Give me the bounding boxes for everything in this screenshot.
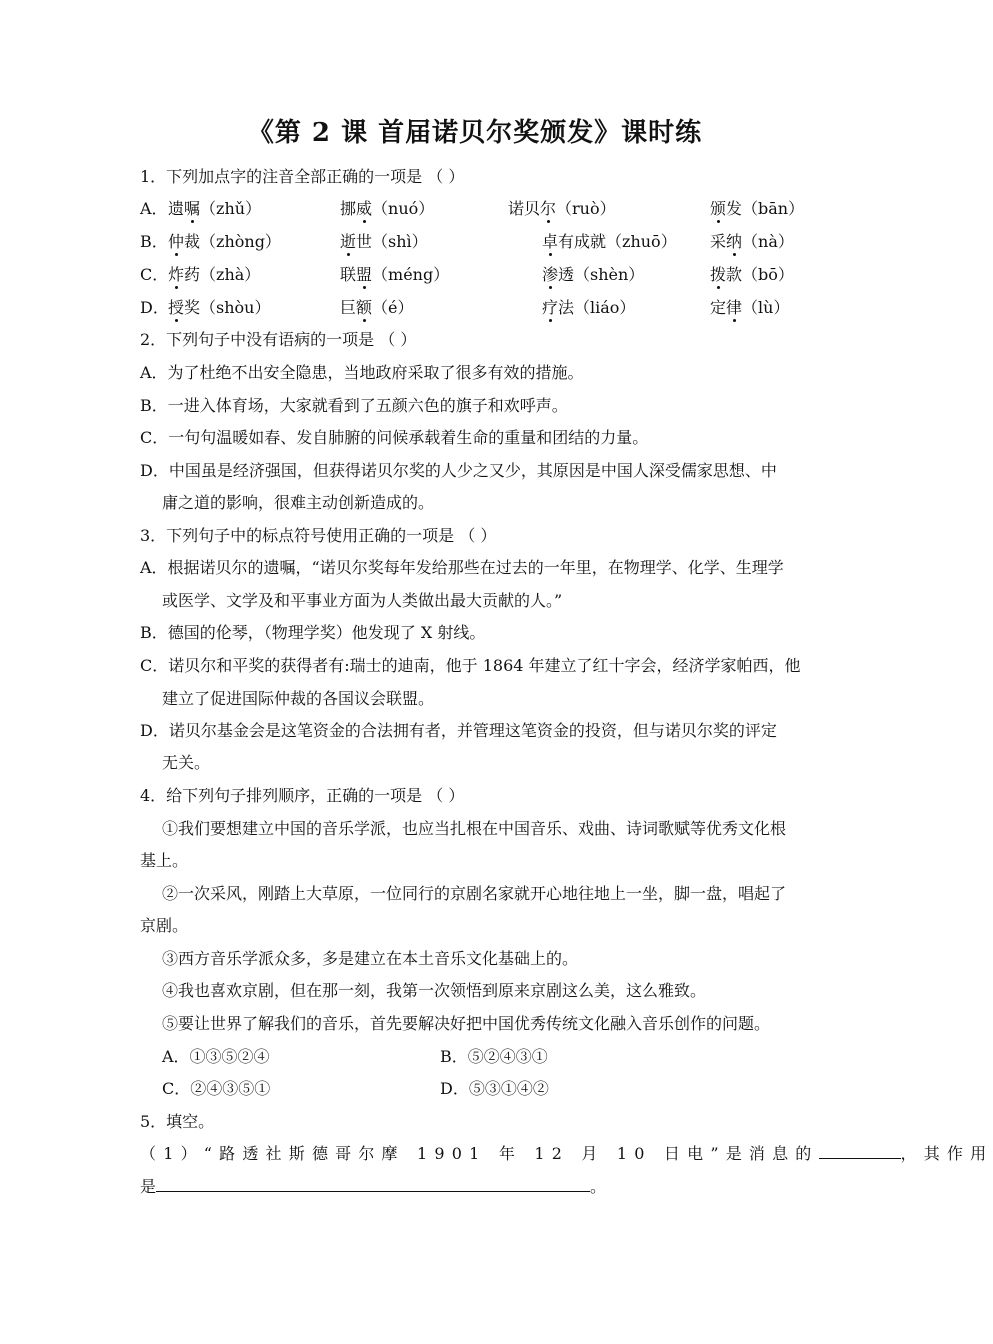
question-5-stem: 5．填空。 xyxy=(140,1112,215,1131)
question-3-option-a-cont: 或医学、文学及和平事业方面为人类做出最大贡献的人。” xyxy=(162,591,563,610)
question-2-option-d-cont: 庸之道的影响，很难主动创新造成的。 xyxy=(162,493,435,512)
question-4-option-b: B．⑤②④③① xyxy=(440,1047,548,1066)
question-3-option-c-cont: 建立了促进国际仲裁的各国议会联盟。 xyxy=(162,689,435,708)
question-4-stem: 4．给下列句子排列顺序，正确的一项是 （ ） xyxy=(140,786,465,805)
question-3-option-a: A．根据诺贝尔的遗嘱，“诺贝尔奖每年发给那些在过去的一年里，在物理学、化学、生理学 xyxy=(140,558,784,577)
question-2-stem: 2．下列句子中没有语病的一项是 （ ） xyxy=(140,330,417,349)
sentence-1: ①我们要想建立中国的音乐学派，也应当扎根在中国音乐、戏曲、诗词歌赋等优秀文化根 xyxy=(162,819,787,838)
option-label-c: C． xyxy=(140,265,169,284)
option-label-b: B． xyxy=(140,232,168,251)
q1-d-item-3: 疗法（liáo） xyxy=(542,298,636,317)
q1-a-item-1: 遗嘱（zhǔ） xyxy=(168,199,262,218)
q1-a-item-4: 颁发（bān） xyxy=(710,199,805,218)
sentence-2-cont: 京剧。 xyxy=(140,916,189,935)
question-3-option-c: C．诺贝尔和平奖的获得者有:瑞士的迪南，他于 1864 年建立了红十字会，经济学家帕西，他 xyxy=(140,656,801,675)
sentence-2: ②一次采风，刚踏上大草原，一位同行的京剧名家就开心地往地上一坐，脚一盘，唱起了 xyxy=(162,884,787,903)
q1-d-item-2: 巨额（é） xyxy=(340,298,414,317)
question-4-option-a: A．①③⑤②④ xyxy=(162,1047,270,1066)
q1-a-item-3: 诺贝尔（ruò） xyxy=(508,199,616,218)
question-2-option-d: D．中国虽是经济强国，但获得诺贝尔奖的人少之又少，其原因是中国人深受儒家思想、中 xyxy=(140,461,777,480)
question-2-option-c: C．一句句温暖如春、发自肺腑的问候承载着生命的重量和团结的力量。 xyxy=(140,428,649,447)
question-3-option-b: B．德国的伦琴，（物理学奖）他发现了 X 射线。 xyxy=(140,623,486,642)
q1-d-item-4: 定律（lù） xyxy=(710,298,790,317)
q1-d-item-1: 授奖（shòu） xyxy=(168,298,271,317)
q1-c-item-3: 渗透（shèn） xyxy=(542,265,645,284)
q1-c-item-4: 拨款（bō） xyxy=(710,265,794,284)
q1-c-item-2: 联盟（méng） xyxy=(340,265,450,284)
question-5-part-1-cont: 是 。 xyxy=(140,1177,607,1196)
sentence-5: ⑤要让世界了解我们的音乐，首先要解决好把中国优秀传统文化融入音乐创作的问题。 xyxy=(162,1014,771,1033)
q1-b-item-3: 卓有成就（zhuō） xyxy=(542,232,677,251)
question-3-option-d-cont: 无关。 xyxy=(162,753,211,772)
sentence-3: ③西方音乐学派众多，多是建立在本土音乐文化基础上的。 xyxy=(162,949,579,968)
question-4-option-d: D．⑤③①④② xyxy=(440,1079,549,1098)
sentence-1-cont: 基上。 xyxy=(140,851,189,870)
option-label-d: D． xyxy=(140,298,169,317)
page-title: 《第 2 课 首届诺贝尔奖颁发》课时练 xyxy=(247,118,703,148)
question-2-option-b: B．一进入体育场，大家就看到了五颜六色的旗子和欢呼声。 xyxy=(140,396,568,415)
question-3-stem: 3．下列句子中的标点符号使用正确的一项是 （ ） xyxy=(140,526,497,545)
question-1-stem: 1．下列加点字的注音全部正确的一项是 （ ） xyxy=(140,167,465,186)
question-4-option-c: C．②④③⑤① xyxy=(162,1079,271,1098)
question-5-part-1: （1）“路透社斯德哥尔摩 1901 年 12 月 10 日电”是消息的 ，其作用 xyxy=(140,1144,993,1163)
option-label-a: A． xyxy=(140,199,168,218)
q1-b-item-4: 采纳（nà） xyxy=(710,232,794,251)
question-2-option-a: A．为了杜绝不出安全隐患，当地政府采取了很多有效的措施。 xyxy=(140,363,584,382)
fill-blank-1[interactable] xyxy=(819,1158,901,1159)
sentence-4: ④我也喜欢京剧，但在那一刻，我第一次领悟到原来京剧这么美，这么雅致。 xyxy=(162,981,707,1000)
q1-b-item-2: 逝世（shì） xyxy=(340,232,428,251)
q1-b-item-1: 仲裁（zhòng） xyxy=(168,232,281,251)
fill-blank-2[interactable] xyxy=(156,1191,590,1192)
question-3-option-d: D．诺贝尔基金会是这笔资金的合法拥有者，并管理这笔资金的投资，但与诺贝尔奖的评定 xyxy=(140,721,777,740)
q1-a-item-2: 挪威（nuó） xyxy=(340,199,435,218)
q1-c-item-1: 炸药（zhà） xyxy=(168,265,261,284)
